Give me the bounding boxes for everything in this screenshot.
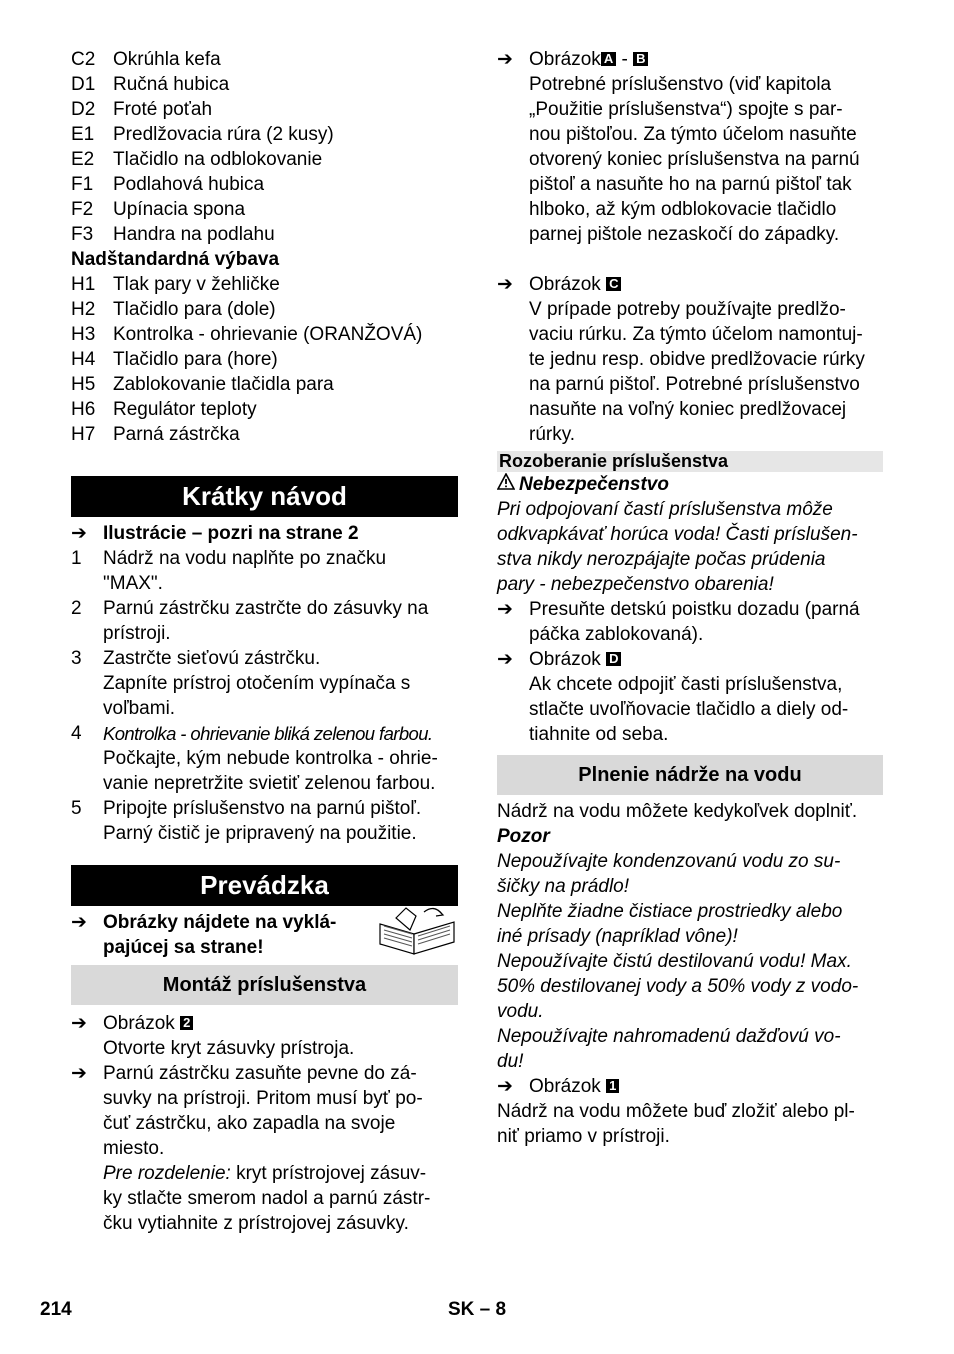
part-text: Predlžovacia rúra (2 kusy): [113, 124, 334, 145]
list-item: [71, 347, 458, 372]
step-4: 4 Kontrolka - ohrievanie bliká zelenou farbou. Počkajte, kým nebude kontrolka - ohrie- vanie nepretržite svietiť zelenou farbou.: [71, 723, 438, 794]
caution-text: Nepoužívajte kondenzovanú vodu zo su- šičky na prádlo! Neplňte žiadne čistiace prostriedky alebo iné prísady (napríklad vône)! Nepoužívajte čistú destilovanú vodu! Max. 50% destilovanej vody a 50% vody z vodo- vodu. Nepoužívajte nahromadenú dažďovú vo- du!: [497, 851, 859, 1072]
page-number: 214: [40, 1299, 72, 1320]
part-text: Tlačidlo na odblokovanie: [113, 149, 323, 170]
list-item: [71, 97, 458, 122]
section-heading-kratky-navod: Krátky návod: [71, 476, 458, 517]
arrow-right-icon: ➔: [497, 649, 513, 670]
right-column: ➔ Obrázok A - B Potrebné príslušenstvo (viď kapitola „Použitie príslušenstva“) spojte s par- nou pištoľou. Za týmto účelom nasuňte otvorený koniec príslušenstva na parnú pištoľ a nasuňte ho na parnú pištoľ tak hlboko, až kým odblokovacie tlačidlo parnej pištole nezaskočí do západky. ➔ Obrázok C V prípade potreby používajte predlžo- vaciu rúrku. Za týmto účelom namontuj- te jednu resp. obidve predlžovacie rúrky na parnú pištoľ. Potrebné príslušenstvo nasuňte na voľný koniec predlžovacej rúrky. Rozoberanie príslušenstva Nebezpečenstvo Pri odpojovaní častí príslušenstva môže odkvapkávať horúca voda! Časti príslušen- stva nikdy nerozpájajte počas prúdenia pary - nebezpečenstvo obarenia! ➔ Presuňte detskú poistku dozadu (parná páčka zablokovaná). ➔ Obrázok D Ak chcete odpojiť časti príslušenstva, stlačte uvoľňovacie tlačidlo a diely od- tiahnite od seba. Plnenie nádrže na vodu Nádrž na vodu môžete kedykoľvek doplniť. Pozor Nepoužívajte kondenzovanú vodu zo su- šičky na prádlo! Neplňte žiadne čistiace prostriedky alebo iné prísady (napríklad vône)! Nepoužívajte čistú destilovanú vodu! Max. 50% destilovanej vody a 50% vody z vodo- vodu. Nepoužívajte nahromadenú dažďovú vo- du! ➔ Obrázok 1 Nádrž na vodu môžete buď zložiť alebo pl- niť priamo v prístroji.: [497, 47, 883, 1149]
part-code: H6: [71, 399, 96, 420]
part-text: Tlak pary v žehličke: [113, 274, 280, 295]
part-text: Tlačidlo para (hore): [113, 349, 278, 370]
part-code: H2: [71, 299, 96, 320]
part-text: Regulátor teploty: [113, 399, 257, 420]
subsection-heading-montaz: Montáž príslušenstva: [71, 965, 458, 1005]
figure-label: A: [601, 52, 616, 66]
list-item: [71, 147, 458, 172]
part-code: F3: [71, 224, 94, 245]
list-item: [71, 322, 458, 347]
figure-label: D: [606, 652, 621, 666]
parts-list: [71, 47, 458, 247]
arrow-right-icon: ➔: [71, 912, 87, 933]
arrow-right-icon: ➔: [71, 1063, 87, 1084]
part-code: D2: [71, 99, 96, 120]
arrow-right-icon: ➔: [497, 599, 513, 620]
arrow-step: ➔ Obrázok 1: [497, 1074, 883, 1099]
step-3: 3 Zastrčte sieťovú zástrčku. Zapníte prístroj otočením vypínača s voľbami.: [71, 648, 411, 719]
step-5: 5 Pripojte príslušenstvo na parnú pištoľ. Parný čistič je pripravený na použitie.: [71, 798, 422, 844]
part-text: Froté poťah: [113, 99, 213, 120]
arrow-note: [71, 521, 458, 546]
figure-label: 1: [606, 1079, 619, 1093]
warning-triangle-icon: [497, 472, 519, 497]
list-item: [71, 297, 458, 322]
part-text: Podlahová hubica: [113, 174, 265, 195]
part-code: F2: [71, 199, 94, 220]
subsection-heading-rozoberanie: Rozoberanie príslušenstva: [497, 451, 883, 472]
arrow-step: ➔ Obrázok A - B Potrebné príslušenstvo (viď kapitola „Použitie príslušenstva“) spojte s par- nou pištoľou. Za týmto účelom nasuňte otvorený koniec príslušenstva na parnú pištoľ a nasuňte ho na parnú pištoľ tak hlboko, až kým odblokovacie tlačidlo parnej pištole nezaskočí do západky.: [497, 49, 860, 245]
step-2: 2 Parnú zástrčku zastrčte do zásuvky na prístroji.: [71, 598, 429, 644]
figure-label: B: [633, 52, 648, 66]
part-code: H5: [71, 374, 96, 395]
section-heading-prevadzka: Prevádzka: [71, 865, 458, 906]
part-text: Handra na podlahu: [113, 224, 275, 245]
part-text: Parná zástrčka: [113, 424, 240, 445]
part-text: Okrúhla kefa: [113, 49, 221, 70]
part-text: Zablokovanie tlačidla para: [113, 374, 334, 395]
arrow-note-text: Ilustrácie – pozri na strane 2: [103, 523, 359, 544]
part-code: H4: [71, 349, 96, 370]
arrow-step: ➔ Presuňte detskú poistku dozadu (parná páčka zablokovaná).: [497, 599, 860, 645]
arrow-step: ➔ Obrázok 2 Otvorte kryt zásuvky prístroja.: [71, 1013, 355, 1059]
open-book-icon: [376, 904, 458, 956]
part-code: H1: [71, 274, 96, 295]
arrow-right-icon: ➔: [497, 274, 513, 295]
list-item: [71, 222, 458, 247]
arrow-note-figures: ➔ Obrázky nájdete na vyklá- pajúcej sa strane!: [71, 910, 458, 960]
part-code: H3: [71, 324, 96, 345]
part-text: Kontrolka - ohrievanie (ORANŽOVÁ): [113, 324, 423, 345]
arrow-right-icon: ➔: [497, 1076, 513, 1097]
part-code: D1: [71, 74, 96, 95]
part-text: Tlačidlo para (dole): [113, 299, 276, 320]
subsection-heading-plnenie: Plnenie nádrže na vodu: [497, 755, 883, 795]
list-item: [71, 397, 458, 422]
arrow-right-icon: ➔: [71, 1013, 87, 1034]
arrow-step: ➔ Obrázok D Ak chcete odpojiť časti príslušenstva, stlačte uvoľňovacie tlačidlo a diely od- tiahnite od seba.: [497, 649, 849, 745]
left-column: [71, 47, 458, 1236]
arrow-step: ➔ Parnú zástrčku zasuňte pevne do zá- suvky na prístroji. Pritom musí byť po- čuť zástrčku, ako zapadla na svoje miesto. Pre rozdelenie: kryt prístrojovej zásuv- ky stlačte smerom nadol a parnú zástr- čku vytiahnite z prístrojovej zásuvky.: [71, 1063, 431, 1234]
arrow-step: ➔ Obrázok C V prípade potreby používajte predlžo- vaciu rúrku. Za týmto účelom namontuj- te jednu resp. obidve predlžovacie rúrky na parnú pištoľ. Potrebné príslušenstvo nasuňte na voľný koniec predlžovacej rúrky.: [497, 274, 865, 445]
figure-label: C: [606, 277, 621, 291]
part-code: H7: [71, 424, 96, 445]
list-item: [71, 122, 458, 147]
figure-label: 2: [180, 1016, 193, 1030]
arrow-right-icon: ➔: [497, 49, 513, 70]
list-item: [71, 172, 458, 197]
step-1: 1 Nádrž na vodu naplňte po značku "MAX".: [71, 548, 387, 594]
part-code: E1: [71, 124, 95, 145]
list-item: [71, 47, 458, 72]
extra-list: [71, 272, 458, 447]
list-item: [71, 372, 458, 397]
section-page-label: SK – 8: [448, 1299, 507, 1320]
extra-equipment-heading: Nadštandardná výbava: [71, 249, 280, 270]
part-code: C2: [71, 49, 96, 70]
list-item: [71, 197, 458, 222]
paragraph: Nádrž na vodu môžete kedykoľvek doplniť.: [497, 801, 858, 822]
part-code: E2: [71, 149, 95, 170]
arrow-right-icon: ➔: [71, 523, 87, 544]
danger-heading: Nebezpečenstvo: [497, 472, 883, 497]
part-text: Ručná hubica: [113, 74, 230, 95]
danger-text: Pri odpojovaní častí príslušenstva môže odkvapkávať horúca voda! Časti príslušen- stva nikdy nerozpájajte počas prúdenia pary - nebezpečenstvo obarenia!: [497, 499, 858, 595]
caution-heading: Pozor: [497, 826, 550, 847]
part-text: Upínacia spona: [113, 199, 246, 220]
list-item: [71, 272, 458, 297]
list-item: [71, 422, 458, 447]
part-code: F1: [71, 174, 94, 195]
list-item: [71, 72, 458, 97]
